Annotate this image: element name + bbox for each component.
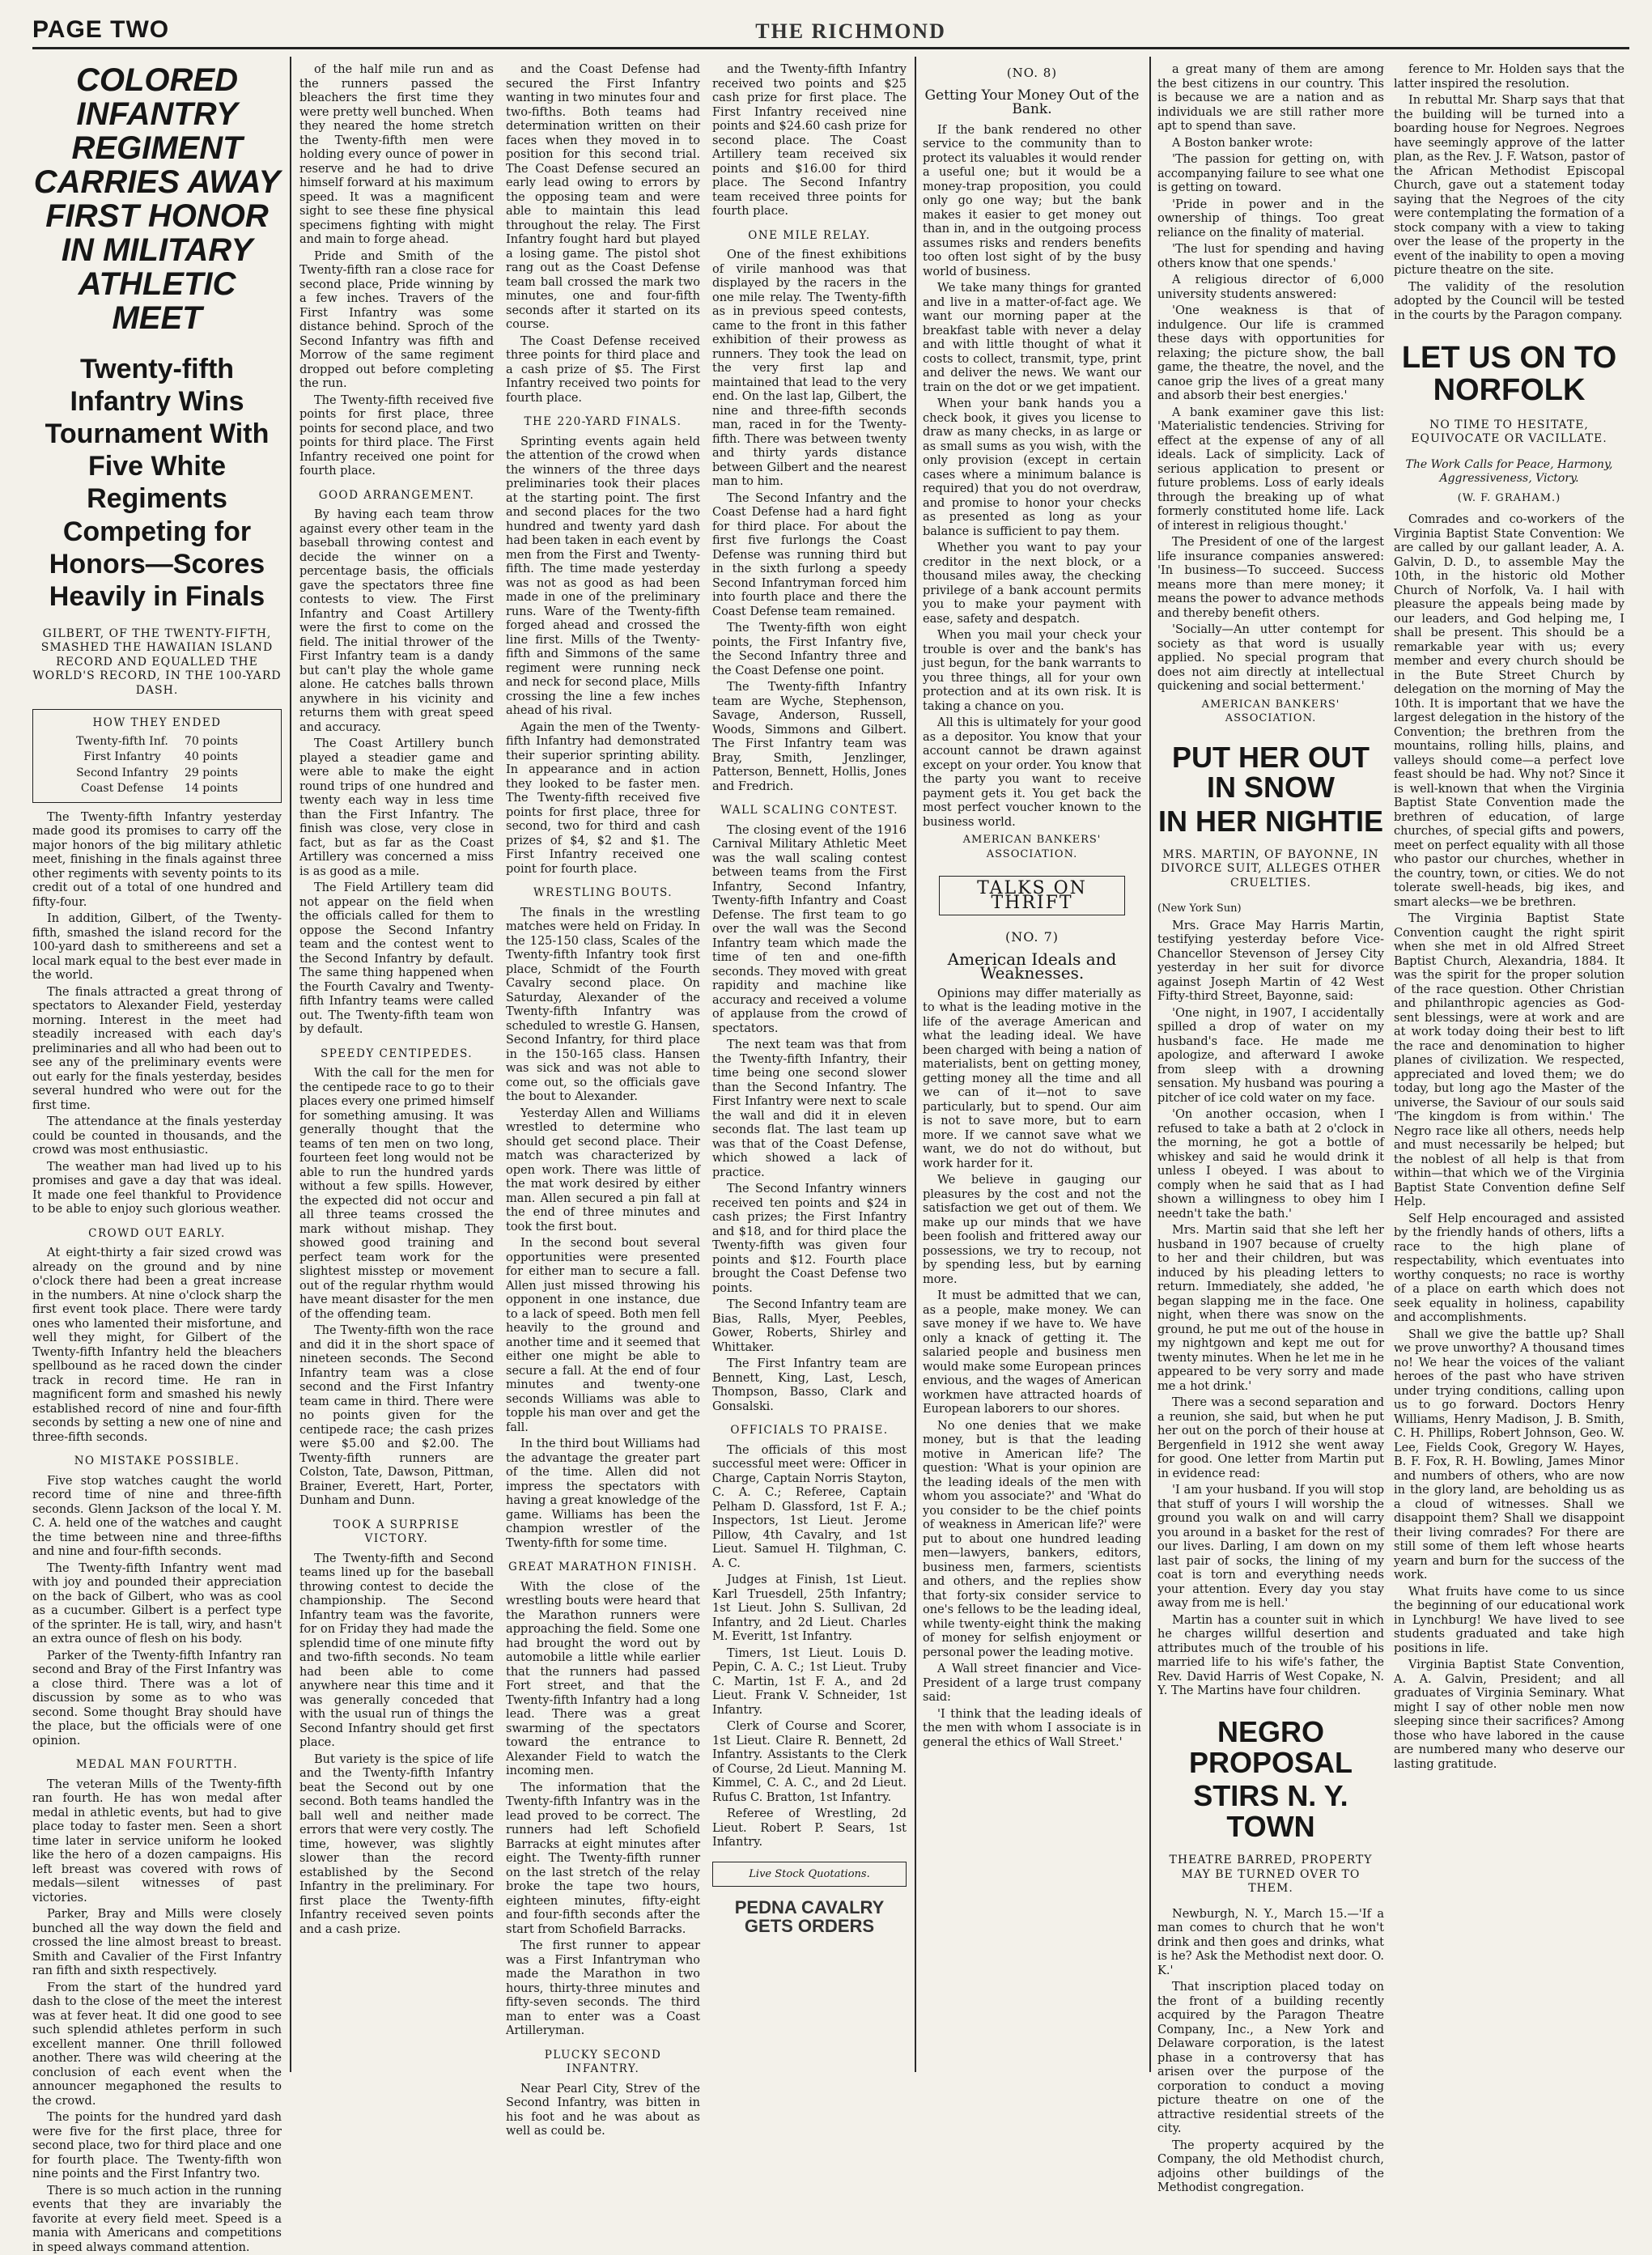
paragraph: Martin has a counter suit in which he charges willful desertion and attributes much of the trouble of his married life to his wife's father, the Rev. David Harris of West Copake, N. Y. The Martins have four children. (1157, 1613, 1384, 1698)
speedy-text (299, 1067, 494, 1509)
paragraph: The Twenty-fifth won the race and did it in the short space of nineteen seconds. The Second Infantry team was a close second and the First Infantry team came in third. There were no points given for the centipede race; the cash prizes were $5.00 and $2.00. The Twenty-fifth runners are Colston, Tate, Dawson, Pittman, Brainer, Everett, Hart, Porter, Dunham and Dunn. (299, 1324, 494, 1507)
marathon-text (506, 1581, 700, 2039)
paragraph: The veteran Mills of the Twenty-fifth ran fourth. He has won medal after medal in athletic events, but had to give place today to faster men. Seen a short time later in service uniform he looked like the hero of a dozen campaigns. His left breast was covered with rows of medals—silent witnesses of past victories. (32, 1777, 282, 1905)
paragraph: There was a second separation and a reunion, she said, but when he put her out on the porch of their house at Bergenfield in 1912 she went away for good. One letter from Martin put in evidence read: (1157, 1396, 1384, 1480)
paragraph: Mrs. Grace May Harris Martin, testifying yesterday before Vice-Chancellor Stevenson of Jersey City yesterday in her suit for divorce against Joseph Martin of 42 West Fifty-third Street, Bayonne, said: (1157, 919, 1384, 1004)
paragraph: We take many things for granted and live in a matter-of-fact age. We want our morning paper at the breakfast table with never a delay and with little thought of what it costs to collect, transmit, type, print and deliver the news. We want our train on the dot or we get impatient. (923, 282, 1141, 394)
section-crowd: CROWD OUT EARLY. (88, 1226, 226, 1240)
thrift-bottom-text (923, 987, 1141, 1751)
medal-text (32, 1778, 282, 2255)
paragraph: Five stop watches caught the world record time of nine and three-fifth seconds. Glenn Jackson of the local Y. M. C. A. held one of the watches and caught the time between nine and three-fifths and nine and four-fifth seconds. (32, 1474, 282, 1559)
paragraph: Again the men of the Twenty-fifth Infantry had demonstrated their superior sprinting ability. In appearance and in action they looked to be faster men. The Twenty-fifth received five points for first place, three for second, two for third and cash prizes of $4, $2 and $1. The First Infantry received one point for fourth place. (506, 720, 700, 876)
paragraph: That inscription placed today on the front of a building recently acquired by the Paragon Theatre Company, Inc., a New York and Delaware corporation, is the latest phase in a controversy that has arisen over the purpose of the corporation to conduct a moving picture theatre on one of the attractive residential streets of the city. (1157, 1981, 1384, 2136)
norfolk-byline: (W. F. GRAHAM.) (1457, 491, 1561, 504)
paragraph: 'One night, in 1907, I accidentally spilled a drop of water on my husband's face. He made me apologize, and afterward I awoke from sleep with a drowning sensation. My husband was pouring a pitcher of ice cold water on my face. (1157, 1006, 1384, 1105)
paragraph: of the half mile run and as the runners passed the bleachers the first time they were pretty well bunched. When they neared the home stretch the Twenty-fifth men were holding every ounce of power in reserve and he had to drive himself forward at his maximum speed. It was a magnificent sight to see these fine physical specimens fighting with might and main to forge ahead. (299, 63, 494, 246)
paragraph: What fruits have come to us since the beginning of our educational work in Lynchburg! We have lived to see students graduated and take high positions in life. (1394, 1585, 1624, 1655)
paragraph: 'I am your husband. If you will stop that stuff of yours I will worship the ground you walk on and will carry you around in a basket for the rest of our lives. Darling, I am down on my last pair of socks, the lining of my coat is torn and everything needs your attention. Every day you stay away from me is hell.' (1157, 1484, 1384, 1611)
market-box (712, 1862, 907, 1888)
paragraph: The finals attracted a great throng of spectators to Alexander Field, yesterday morning. Interest in the meet had steadily increased with each day's preliminaries and all who had been out to see any of the preliminary events were out early for the finals yesterday, besides several hundred who were out for the first time. (32, 985, 282, 1112)
page-label: PAGE TWO (32, 16, 170, 43)
standings-points: 70 points (184, 734, 238, 748)
section-wall: WALL SCALING CONTEST. (720, 804, 898, 817)
standings-team: Second Infantry (76, 766, 168, 779)
negro-subdeck: THEATRE BARRED, PROPERTY MAY BE TURNED OVER TO THEM. (1169, 1854, 1373, 1896)
paragraph: With the call for the men for the centipede race to go to their places every one primed himself for something amusing. It was generally thought that the teams of ten men on two long, fourteen feet long would not be able to run the hundred yards without a few spills. However, the expected did not occur and all three teams crossed the mark without mishap. They showed good training and perfect team work for the slightest misstep or movement out of the regular rhythm would have meant disaster for the men of the offending team. (299, 1067, 494, 1321)
negro-text (1157, 1908, 1384, 2196)
table-row (68, 781, 246, 797)
wrestling-text (506, 907, 700, 1552)
thrift-box (939, 876, 1125, 915)
paragraph: The Coast Defense received three points for third place and a cash prize of $5. The First Infantry received two points for fourth place. (506, 334, 700, 405)
paragraph: The first runner to appear was a First Infantryman who made the Marathon in two hours, thirty-three minutes and fifty-seven seconds. The third man to enter was a Coast Artilleryman. (506, 1939, 700, 2037)
snow-headline-line1: PUT HER OUT IN SNOW (1171, 740, 1370, 805)
table-row (68, 750, 246, 766)
thrift-bottom-title: American Ideals and Weaknesses. (947, 949, 1117, 983)
paragraph: The First Infantry team are Bennett, King, Last, Lesch, Thompson, Basso, Clark and Gonsalski. (712, 1357, 907, 1413)
paragraph: The Second Infantry winners received ten points and $24 in cash prizes; the First Infantry and $18, and for third place the Twenty-fifth was given four points and $12. Fourth place brought the Coast Defense two points. (712, 1183, 907, 1295)
paragraph: The Twenty-fifth won eight points, the First Infantry five, the Second Infantry three and the Coast Defense one point. (712, 622, 907, 677)
paragraph: When your bank hands you a check book, it gives you license to draw as many checks, in as large or as small sums as you wish, with the only provision (except in certain cases where a minimum balance is required) that you do not overdraw, and promise to honor your checks as presented as long as your balance is sufficient to pay them. (923, 397, 1141, 538)
thrift-top-text (923, 124, 1141, 830)
standings-points: 29 points (184, 766, 238, 779)
paragraph: When you mail your check your trouble is over and the bank's has just begun, for the bank warrants to you three things, all for your own protection and at its own risk. It is taking a chance on you. (923, 629, 1141, 713)
section-wrestling: WRESTLING BOUTS. (533, 886, 673, 899)
thrift-top-title: Getting Your Money Out of the Bank. (924, 87, 1140, 117)
paragraph: Clerk of Course and Scorer, 1st Lieut. Claire R. Bennett, 2d Infantry. Assistants to the Clerk of Course, 2d Lieut. Manning M. Kimmel, C. A. C., and 2d Lieut. Rufus C. Bratton, 1st Infantry. (712, 1720, 907, 1804)
paragraph: Referee of Wrestling, 2d Lieut. Robert P. Sears, 1st Infantry. (712, 1807, 907, 1849)
paragraph: ference to Mr. Holden says that the latter inspired the resolution. (1394, 63, 1624, 91)
column-7 (1394, 63, 1624, 2070)
paragraph: Opinions may differ materially as to what is the leading motive in the life of the average American and what the leading ideal. We have been charged with being a nation of materialists, bent on getting money, getting money all the time and all we can of it—not to save particularly, but to spend. Our aim is not to save more, but to earn more. If we cannot save what we want, we do not do without, but work harder for it. (923, 987, 1141, 1170)
surprise-text (299, 1552, 494, 1938)
paragraph: Mrs. Martin said that she left her husband in 1907 because of cruelty to her and their children, but was induced by his pleading letters to return. Immediately, she added, 'he began slapping me in the face. One night, when there was snow on the ground, he put me out of the house in my nightgown and kept me out for twenty minutes. When he let me in he appeared to be very sorry and made me a hot drink.' (1157, 1224, 1384, 1393)
paragraph: Virginia Baptist State Convention, A. A. Galvin, President; and all graduates of Virginia Seminary. What might I say of other noble men now sleeping since their sacrifices? Among those who have labored in the cause are numbered many who deserve our lasting gratitude. (1394, 1658, 1624, 1771)
snow-text (1157, 919, 1384, 1699)
paragraph: Parker, Bray and Mills were closely bunched all the way down the field and crossed the line almost breast to breast. Smith and Cavalier of the First Infantry ran fifth and sixth respectively. (32, 1908, 282, 1978)
paragraph: Shall we give the battle up? Shall we prove unworthy? A thousand times no! We hear the voices of the valiant heroes of the past who have striven under trying conditions, calling upon us to go forward. Doctors Henry Williams, Henry Madison, J. B. Smith, C. H. Phillips, Robert Johnson, Geo. W. Lee, Fields Cook, Gregory W. Hayes, B. F. Fox, R. H. Bowling, James Minor and numbers of others, who are now in the glory land, are beholding us as a cloud of witnesses. Shall we disappoint them? Shall we disappoint their living comrades? For there are still some of them left whose hearts yearn and burn for the success of the work. (1394, 1327, 1624, 1582)
main-headline-line2: CARRIES AWAY FIRST HONOR (33, 164, 281, 234)
paragraph: Parker of the Twenty-fifth Infantry ran second and Bray of the First Infantry was a close third. There was a lot of discussion by some as to who was second. Some thought Bray should have the place, but the officials were of one opinion. (32, 1649, 282, 1748)
column-2 (299, 63, 494, 2070)
thrift-bottom-number: (NO. 7) (1004, 929, 1059, 945)
paragraph: Sprinting events again held the attention of the crowd when the winners of the three days preliminaries took their places at the starting point. The first and second places for the two hundred and twenty yard dash had been taken in each event by men from the First and Twenty-fifth. The time made yesterday was not as good as had been made in one of the preliminary runs. Ware of the Twenty-fifth forged ahead and crossed the line first. Mills of the Twenty-fifth and Simmons of the same regiment were running neck and neck for second place, Mills crossing the line a few inches ahead of his rival. (506, 435, 700, 717)
paragraph: From the start of the hundred yard dash to the close of the meet the interest was at fever heat. It did one good to see such splendid athletes perform in such excellent manner. One thrill followed another. There was wild cheering at the conclusion of each event when the announcer megaphoned the results to the crowd. (32, 1981, 282, 2108)
paragraph: A bank examiner gave this list: 'Materialistic tendencies. Striving for effect at the expense of any of all ideals. Lack of simplicity. Lack of serious application to present or future problems. Loss of early ideals through the breaking up of what formerly constituted home life. Lack of interest in religious thought.' (1157, 406, 1384, 533)
column-3 (506, 63, 701, 2138)
paragraph: If the bank rendered no other service to the community than to protect its valuables it would render a useful one; but it would be a money-trap proposition, you could only go one way; but the bank makes it easier to get money out than in, and in the outgoing process assumes risks and renders benefits too often lost sight of by the busy world of business. (923, 123, 1141, 278)
paragraph: 'On another occasion, when I refused to take a bath at 2 o'clock in the morning, he got a bottle of whiskey and said he would drink it unless I obeyed. I was about to comply when he said that as I had shown a willingness to obey him I needn't take the bath.' (1157, 1108, 1384, 1221)
paragraph: There is so much action in the running events that they are invariably the favorite at every field meet. Speed is a mania with Americans and competitions in speed always command attention. (32, 2184, 282, 2254)
main-deck: Twenty-fifth Infantry Wins Tournament With Five White Regiments Competing for Honors—Scores Heavily in Finals (45, 354, 270, 612)
norfolk-text (1394, 513, 1624, 1772)
mistake-text (32, 1475, 282, 1749)
paragraph: Comrades and co-workers of the Virginia Baptist State Convention: We are called by our gallant leader, A. A. Galvin, D. D., to assemble May the 10th, in the historic old Mother Church of Norfolk, Va. I hail with pleasure the appeals being made by our leaders, and God helping me, I shall be present. This should be a remarkable year with us; every member and every church should be in the Bute Street Church by delegation on the morning of May the 10th. It is important that we have the largest delegation in the history of the Convention; the brethren from the mountains, rolling hills, plains, and valleys should come—a perfect love feast should be had. Why not? Since it is well-known that when the Virginia Baptist State Convention made the brethren of education, of large churches, of special gifts and powers, meet on perfect equality with all those who pastor our churches, whether in the country, town, or cities. We do not tolerate swell-heads, big ikes, and smart alecks—we be brethren. (1394, 513, 1624, 909)
thrift-cont-signature: AMERICAN BANKERS' ASSOCIATION. (1201, 698, 1340, 724)
main-headline-line3: IN MILITARY ATHLETIC MEET (61, 232, 253, 336)
snow-subdeck: MRS. MARTIN, OF BAYONNE, IN DIVORCE SUIT, ALLEGES OTHER CRUELTIES. (1160, 847, 1382, 890)
page-header (32, 13, 1629, 49)
paragraph: The information that the Twenty-fifth Infantry was in the lead proved to be correct. The runners had left Schofield Barracks at eight minutes after eight. The Twenty-fifth runner on the last stretch of the relay broke the tape two hours, eighteen minutes, fifty-eight and four-fifth seconds after the start from Schofield Barracks. (506, 1781, 700, 1936)
column-4 (712, 63, 907, 2070)
paragraph: a great many of them are among the best citizens in our country. This is because we are a nation and as individuals we are still rather more apt to spend than save. (1157, 63, 1384, 133)
column-5 (923, 63, 1141, 2070)
paragraph: At eight-thirty a fair sized crowd was already on the ground and by nine o'clock there had been a great increase in the numbers. At nine o'clock sharp the first event took place. There were tardy ones who lamented their misfortune, and well they might, for Gilbert of the Twenty-fifth Infantry held the bleachers spellbound as he raced down the cinder track in record time. He ran in magnificent form and smashed his newly established record of nine and four-fifth seconds by setting a new one of nine and three-fifth seconds. (32, 1246, 282, 1444)
market-heading: Live Stock Quotations. (749, 1867, 870, 1880)
standings-title: HOW THEY ENDED (92, 716, 222, 730)
paragraph: The Field Artillery team did not appear on the field when the officials called for them to oppose the Second Infantry team and the contest went to the Second Infantry by default. The same thing happened when the Fourth Cavalry and Twenty-fifth Infantry teams were called out. The Twenty-fifth team won by default. (299, 881, 494, 1036)
norfolk-subdeck: NO TIME TO HESITATE, EQUIVOCATE OR VACILLATE. (1411, 418, 1607, 446)
paragraph: In addition, Gilbert, of the Twenty-fifth, smashed the island record for the 100-yard dash to smithereens and set a local mark equal to the best ever made in the world. (32, 912, 282, 983)
paragraph: Newburgh, N. Y., March 15.—'If a man comes to church that he won't drink and then goes and drinks, what is he? Ask the Methodist next door. O. K.' (1157, 1907, 1384, 1977)
paragraph: The Second Infantry team are Bias, Ralls, Myer, Peebles, Gower, Roberts, Shirley and Whittaker. (712, 1298, 907, 1354)
paragraph: Timers, 1st Lieut. Louis D. Pepin, C. A. C.; 1st Lieut. Truby C. Martin, 1st F. A., and 2d Lieut. Frank V. Schneider, 1st Infantry. (712, 1646, 907, 1717)
col4-body (712, 63, 907, 219)
column-6 (1157, 63, 1384, 2195)
paragraph: The Twenty-fifth Infantry went mad with joy and pounded their appreciation on the back of Gilbert, who was as cool as a cucumber. Gilbert is a perfect type of the sprinter. He is tall, wiry, and hasn't an extra ounce of flesh on his body. (32, 1561, 282, 1646)
paragraph: One of the finest exhibitions of virile manhood was that displayed by the racers in the one mile relay. The Twenty-fifth as in previous speed contests, came to the front in this father exhibition of their prowess as runners. They took the lead on the very first lap and maintained that lead to the very end. On the last lap, Gilbert, the nine and three-fifth seconds man, raced in for the Twenty-fifth. There was between twenty and thirty yards distance between Gilbert and the nearest man to him. (712, 248, 907, 488)
paragraph: With the close of the wrestling bouts were heard that the Marathon runners were approaching the field. Some one had brought the word out by automobile a little while earlier that the runners had passed Fort street, and that the Twenty-fifth Infantry had a long lead. There was a great swarming of the spectators toward the entrance to Alexander Field to watch the incoming men. (506, 1580, 700, 1777)
column-rule (1149, 57, 1151, 2072)
paragraph: The Second Infantry and the Coast Defense had a hard fight for third place. For about the first five furlongs the Coast Defense was running third but in the sixth furlong a speedy Second Infantryman forced him into fourth place and there the Coast Defense team remained. (712, 491, 907, 618)
paragraph: The Virginia Baptist State Convention caught the right spirit when she met in old Alfred Street Baptist Church, Alexandria, 1884. It was the spirit for the proper solution of the race question. Other Christian and philanthropic agencies as God-sent blessings, were at work and are at work today doing their best to lift the race and denomination to higher planes of civilization. We respected, appreciated and loved them; we do today, but long ago the Master of the universe, the Saviour of our souls said 'The kingdom is from within.' The Negro race like all others, needs help and must necessarily be helped; but the noblest of all help is that from within—that which we of the Virginia Baptist State Convention define Self Help. (1394, 912, 1624, 1209)
paragraph: 'Pride in power and in the ownership of things. Too great reliance on the finality of material. (1157, 197, 1384, 240)
paragraph: It must be admitted that we can, as a people, make money. We can save money if we have to. We have only a knack of getting it. The salaried people and business men would make some European princes envious, and the wages of American workmen have attracted hoards of European laborers to our shores. (923, 1289, 1141, 1416)
paragraph: A Boston banker wrote: (1172, 136, 1313, 150)
paragraph: The Twenty-fifth Infantry yesterday made good its promises to carry off the major honors of the big military athletic meet, finishing in the finals against three other regiments with seventy points to its credit out of a total of one hundred and fifty-four. (32, 810, 282, 909)
col7-body (1394, 63, 1624, 323)
snow-dateline: (New York Sun) (1157, 902, 1242, 915)
market-bottom-headline: PEDNA CAVALRY GETS ORDERS (734, 1897, 885, 1937)
paragraph: In the third bout Williams had the advantage the greater part of the time. Allen did not impress the spectators with having a great knowledge of the game. Williams has been the champion wrestler of the Twenty-fifth for some time. (506, 1438, 700, 1550)
paragraph: Self Help encouraged and assisted by the friendly hands of others, lifts a race to the high plane of respectability, which eventuates into worthy conquests; no race is worthy of a place on earth which does not seek equality in holiness, capability and accomplishments. (1394, 1212, 1624, 1325)
main-subdeck: GILBERT, OF THE TWENTY-FIFTH, SMASHED THE HAWAIIAN ISLAND RECORD AND EQUALLED THE WORLD'S RECORD, IN THE 100-YARD DASH. (32, 626, 282, 697)
paragraph: Whether you want to pay your creditor in the next block, or a thousand miles away, the checking privilege of a bank account permits you to make your payment with ease, safety and despatch. (923, 541, 1141, 626)
good-text (299, 508, 494, 1038)
officials-text (712, 1444, 907, 1850)
plucky-text (506, 2083, 700, 2139)
negro-headline-line2: STIRS N. Y. TOWN (1193, 1779, 1348, 1844)
thrift-cont-text (1157, 63, 1384, 694)
paragraph: We believe in gauging our pleasures by the cost and not the satisfaction we get out of them. We make up our minds that we have been foolish and frittered away our possessions, we try to recoup, not by spending less, but by earning more. (923, 1174, 1141, 1286)
section-220: THE 220-YARD FINALS. (524, 415, 682, 428)
section-relay: ONE MILE RELAY. (748, 228, 871, 242)
paragraph: The Coast Artillery bunch played a steadier game and were able to make the eight round trips of one hundred and twenty each way in less time than the First Infantry. The finish was close, very close in fact, but as far as the Coast Artillery was concerned a miss is as good as a mile. (299, 737, 494, 878)
paragraph: 'Socially—An utter contempt for society as that word is usually applied. No special program that does not aim directly at intellectual quickening and social betterment.' (1157, 623, 1384, 693)
paragraph: The next team was that from the Twenty-fifth Infantry, their time being one second slower than the Second Infantry. The First Infantry were next to scale the wall and did it in eleven seconds flat. The last team up was that of the Coast Defense, which showed a lack of practice. (712, 1038, 907, 1179)
paragraph: 'The passion for getting on, with accompanying failure to see what one is getting on toward. (1157, 153, 1384, 194)
paragraph: In the second bout several opportunities were presented for either man to secure a fall. Allen just missed throwing his opponent in one instance, due to a lack of speed. Both men fell heavily to the ground and another time and it seemed that either one might be able to secure a fall. At the end of four minutes and twenty-one seconds Williams was able to topple his man over and get the fall. (506, 1237, 700, 1434)
thrift-top-number: (NO. 8) (1006, 66, 1058, 80)
standings-box (32, 709, 282, 803)
paragraph: The attendance at the finals yesterday could be counted in thousands, and the crowd was most enthusiastic. (32, 1115, 282, 1157)
section-medal: MEDAL MAN FOURTTH. (75, 1758, 239, 1772)
paragraph: A religious director of 6,000 university students answered: (1157, 274, 1384, 301)
paragraph: The Twenty-fifth received five points for first place, three points for second place, and two points for third place. The First Infantry received one point for fourth place. (299, 393, 494, 478)
crowd-text (32, 1246, 282, 1445)
standings-points: 40 points (184, 750, 238, 764)
paragraph: In rebuttal Mr. Sharp says that that the building will be turned into a boarding house for Negroes. Negroes have seemingly approve of the latter plan, as the Rev. J. F. Watson, pastor of the African Methodist Episcopal Church, gave out a statement today saying that the Negroes of the city were contemplating the formation of a stock company with a view to taking over the lease of the property in the event of the inability to open a moving picture theatre on the site. (1394, 94, 1624, 277)
column-rule (290, 57, 291, 2072)
masthead: THE RICHMOND (755, 19, 946, 43)
paragraph: The validity of the resolution adopted by the Council will be tested in the courts by the Paragon company. (1394, 280, 1624, 322)
table-row (68, 766, 246, 782)
s220-text (506, 435, 700, 877)
relay-text (712, 248, 907, 794)
paragraph: By having each team throw against every other team in the baseball throwing contest and decide the winner on a percentage basis, the officials gave the spectators three fine contests to view. The First Infantry and Coast Artillery were the first to come on the field. The initial thrower of the First Infantry team is a dandy but can't play the whole game alone. He catches balls thrown anywhere in his vicinity and returns them with great speed and accuracy. (299, 508, 494, 734)
standings-team: Coast Defense (80, 782, 164, 796)
main-headline-line1: COLORED INFANTRY REGIMENT (71, 62, 243, 166)
section-officials: OFFICIALS TO PRAISE. (730, 1424, 889, 1437)
paragraph: But variety is the spice of life and the Twenty-fifth Infantry beat the Second out by one second. Both teams handled the ball well and neither made errors that were very costly. The time, however, was slightly slower than the record established by the Second Infantry in the preliminary. For first place the Twenty-fifth Infantry received seven points and a cash prize. (299, 1752, 494, 1936)
section-mistake: NO MISTAKE POSSIBLE. (74, 1454, 240, 1468)
col2-body (299, 63, 494, 479)
standings-table (68, 734, 246, 797)
paragraph: A Wall street financier and Vice-President of a large trust company said: (923, 1663, 1141, 1704)
paragraph: and the Twenty-fifth Infantry received two points and $25 cash prize for first place. The First Infantry received nine points and $24.60 cash prize for second place. The Coast Artillery team received six points and $16.00 for third place. The Second Infantry team received three points for fourth place. (712, 63, 907, 218)
section-surprise: TOOK A SURPRISE VICTORY. (333, 1518, 461, 1545)
norfolk-subdeck2: The Work Calls for Peace, Harmony, Aggressiveness, Victory. (1405, 457, 1613, 486)
section-speedy: SPEEDY CENTIPEDES. (320, 1047, 474, 1060)
paragraph: Pride and Smith of the Twenty-fifth ran a close race for second place, Pride winning by a few inches. Travers of the First Infantry was some distance behind. Sproch of the Second Infantry was fifth and Morrow of the same regiment dropped out before completing the run. (299, 249, 494, 390)
paragraph: The closing event of the 1916 Carnival Military Athletic Meet was the wall scaling contest between teams from the First Infantry, Second Infantry, Twenty-fifth Infantry and Coast Defense. The first team to go over the wall was the Second Infantry team which made the time of ten and one-fifth seconds. They moved with great rapidity and machine like accuracy and received a volume of applause from the crowd of spectators. (712, 823, 907, 1035)
standings-team: Twenty-fifth Inf. (76, 734, 168, 748)
paragraph: Yesterday Allen and Williams wrestled to determine who should get second place. Their match was characterized by open work. There was little of the mat work desired by either man. Allen secured a pin fall at the end of three minutes and took the first bout. (506, 1106, 700, 1234)
wall-text (712, 824, 907, 1415)
paragraph: Near Pearl City, Strev of the Second Infantry, was bitten in his foot and he was about as well as could be. (506, 2082, 700, 2138)
thrift-box-title: TALKS ON THRIFT (977, 878, 1087, 913)
standings-team: First Infantry (83, 750, 161, 764)
paragraph: 'The lust for spending and having others know that one spends.' (1157, 243, 1384, 270)
column-rule (915, 57, 916, 2072)
norfolk-headline: LET US ON TO NORFOLK (1401, 341, 1617, 407)
paragraph: The Twenty-fifth Infantry team are Wyche, Stephenson, Savage, Anderson, Russell, Woods, Simmons and Gilbert. The First Infantry team was Bray, Smith, Jenzlinger, Patterson, Bennett, Hollis, Jones and Fredrich. (712, 681, 907, 793)
col3-body (506, 63, 700, 406)
section-marathon: GREAT MARATHON FINISH. (508, 1561, 698, 1573)
paragraph: The Twenty-fifth and Second teams lined up for the baseball throwing contest to decide the championship. The Second Infantry team was the favorite, for on Friday they had made the splendid time of one minute fifty and two-fifth seconds. No team had been able to come anywhere near this time and it was generally conceded that with the usual run of things the Second Infantry should get first place. (299, 1552, 494, 1749)
paragraph: 'One weakness is that of indulgence. Our life is crammed these days with opportunities for relaxing; the picture show, the ball game, the theatre, the novel, and the canoe grip the lives of a great many and absorb their best energies.' (1157, 304, 1384, 402)
paragraph: Judges at Finish, 1st Lieut. Karl Truesdell, 25th Infantry; 1st Lieut. John S. Sullivan, 2d Infantry, and 2d Lieut. Charles M. Everitt, 1st Infantry. (712, 1573, 907, 1643)
paragraph: The weather man had lived up to his promises and gave a day that was ideal. It made one feel thankful to Providence to be able to enjoy such glorious weather. (32, 1160, 282, 1217)
negro-headline-line1: NEGRO PROPOSAL (1188, 1714, 1353, 1779)
thrift-top-signature: AMERICAN BANKERS' ASSOCIATION. (962, 834, 1102, 860)
paragraph: All this is ultimately for your good as a depositor. You know that your account cannot be drawn against except on your order. You know that the party you want to receive payment gets it. You get back the most perfect voucher known to the business world. (923, 716, 1141, 829)
paragraph: The finals in the wrestling matches were held on Friday. In the 125-150 class, Scales of the Twenty-fifth Infantry took first place, Schmidt of the Fourth Cavalry second place. On Saturday, Alexander of the Twenty-fifth Infantry was scheduled to wrestle G. Hansen, Second Infantry, for third place in the 150-165 class. Hansen was sick and was not able to come out, so the officials gave the bout to Alexander. (506, 906, 700, 1103)
paragraph: 'I think that the leading ideals of the men with whom I associate is in general the ethics of Wall Street.' (923, 1707, 1141, 1749)
column-1 (32, 62, 282, 2254)
paragraph: The officials of this most successful meet were: Officer in Charge, Captain Norris Stayton, C. A. C.; Referee, Captain Pelham D. Glassford, 1st F. A.; Inspectors, 1st Lieut. Jerome Pillow, 4th Cavalry, and 1st Lieut. Samuel H. Tilghman, C. A. C. (712, 1443, 907, 1570)
intro-text (32, 811, 282, 1217)
table-row (68, 734, 246, 750)
snow-headline-line2: IN HER NIGHTIE (1157, 805, 1383, 839)
section-good: GOOD ARRANGEMENT. (318, 488, 475, 502)
paragraph: and the Coast Defense had secured the First Infantry wanting in two minutes four and two-fifths. Both teams had determination written on their faces when they moved in to position for this second trial. The Coast Defense secured an early lead owing to errors by the opposing team and were able to maintain this lead throughout the relay. The First Infantry fought hard but played a losing game. The pistol shot rang out as the Coast Defense team ball crossed the mark two minutes, one and four-fifth seconds after it started on its course. (506, 63, 701, 331)
paragraph: No one denies that we make money, but is that the leading motive in American life? The question: 'What is your opinion are the leading ideals of the men with whom you associate?' and 'What do you consider to be the chief points of weakness in American life?' were put to about one hundred leading men—lawyers, bankers, editors, business men, farmers, scientists and others, and the replies show that forty-six consider service to one's fellows to be the leading ideal, while twenty-eight think the making of money for selfish enjoyment or personal power the leading motive. (923, 1419, 1141, 1659)
standings-points: 14 points (184, 782, 238, 796)
section-plucky: PLUCKY SECOND INFANTRY. (544, 2048, 662, 2075)
paragraph: The points for the hundred yard dash were five for the first place, three for second place, two for third place and one for fourth place. The Twenty-fifth won nine points and the First Infantry two. (32, 2111, 282, 2181)
paragraph: The President of one of the largest life insurance companies answered: 'In business—To succeed. Success means more than mere money; it means the power to advance methods and thereby benefit others. (1157, 536, 1384, 620)
paragraph: The property acquired by the Company, the old Methodist church, adjoins other buildings of the Methodist congregation. (1157, 2138, 1384, 2195)
